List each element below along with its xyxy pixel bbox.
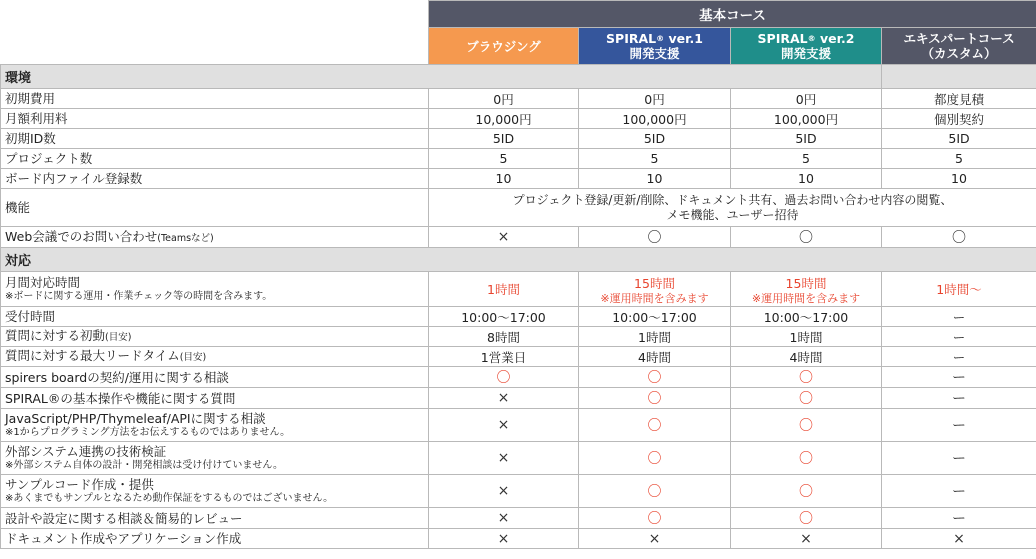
cell-mark: 〇	[647, 484, 662, 500]
table-row	[1, 109, 1036, 129]
cell-mark: ×	[648, 530, 661, 547]
section-env	[1, 65, 1036, 89]
cell-mark: ー	[952, 370, 966, 386]
row-label	[1, 227, 429, 248]
table-cell	[731, 307, 882, 327]
cell-value: 10:00～17:00	[612, 309, 697, 325]
table-cell	[429, 89, 579, 109]
table-cell	[579, 347, 731, 367]
cell-mark: 〇	[799, 451, 813, 467]
table-cell	[882, 388, 1036, 409]
section-title-env	[1, 65, 882, 89]
row-label-text: サンプルコード作成・提供	[5, 477, 154, 492]
plan-header-line2	[886, 46, 1032, 61]
table-cell	[882, 129, 1036, 149]
cell-value: 1営業日	[480, 349, 527, 365]
cell-subnote: ※運用時間を含みます	[751, 291, 861, 305]
cell-value: 15時間	[785, 275, 827, 291]
table-cell	[882, 227, 1036, 248]
cell-mark: ×	[800, 530, 812, 547]
cell-value: 1時間	[638, 329, 671, 345]
cell-value: 1時間〜	[936, 282, 982, 297]
cell-value: 1時間	[789, 329, 823, 345]
plan-version: ver.2	[815, 31, 855, 46]
table-cell	[579, 327, 731, 347]
row-label-text: 機能	[5, 200, 31, 215]
cell-value: ー	[952, 329, 966, 345]
row-label	[1, 307, 429, 327]
table-row	[1, 327, 1036, 347]
table-cell	[882, 327, 1036, 347]
table-cell	[429, 367, 579, 388]
table-cell	[731, 227, 882, 248]
row-label-text: spirers boardの契約/運用に関する相談	[5, 369, 229, 385]
row-label	[1, 327, 429, 347]
table-cell	[731, 169, 882, 189]
table-cell	[882, 347, 1036, 367]
table-row	[1, 367, 1036, 388]
row-label-text: ボード内ファイル登録数	[5, 171, 143, 186]
table-cell	[429, 508, 579, 529]
plan-subtitle: （カスタム）	[921, 46, 997, 61]
table-cell	[429, 347, 579, 367]
plan-subtitle: 開発支援	[780, 46, 831, 61]
cell-mark: ×	[497, 450, 510, 466]
features-description	[429, 189, 1036, 227]
table-cell	[429, 529, 579, 549]
table-cell	[579, 475, 731, 508]
row-label	[1, 272, 429, 307]
cell-value: 5	[499, 151, 508, 166]
table-cell	[731, 529, 882, 549]
row-label-text: 受付時間	[5, 309, 56, 324]
row-label-text: プロジェクト数	[5, 151, 93, 166]
plan-header-line2	[583, 46, 726, 61]
cell-mark: 〇	[799, 511, 813, 527]
table-row-features	[1, 189, 1036, 227]
table-cell	[882, 307, 1036, 327]
row-label	[1, 475, 429, 508]
plan-name: SPIRAL	[757, 31, 808, 46]
row-label	[1, 189, 429, 227]
table-cell	[429, 227, 579, 248]
row-label	[1, 347, 429, 367]
cell-mark: ×	[497, 229, 510, 245]
row-label	[1, 388, 429, 409]
cell-mark: ×	[497, 417, 510, 433]
table-row	[1, 475, 1036, 508]
table-cell	[882, 442, 1036, 475]
table-cell	[429, 149, 579, 169]
cell-mark: ー	[952, 484, 966, 500]
plan-header-2	[731, 28, 882, 65]
table-cell	[579, 227, 731, 248]
cell-value: 個別契約	[934, 111, 985, 127]
row-label-small: (目安)	[179, 352, 207, 363]
section-blank	[882, 65, 1036, 89]
table-cell	[429, 327, 579, 347]
table-cell	[882, 169, 1036, 189]
row-label-text: 質問に対する初動	[5, 328, 106, 343]
table-cell	[429, 272, 579, 307]
cell-value: 4時間	[789, 349, 823, 365]
cell-mark: ×	[497, 530, 510, 547]
cell-value: 0円	[644, 91, 665, 107]
table-cell	[731, 508, 882, 529]
plan-name: SPIRAL	[606, 31, 657, 46]
row-label	[1, 129, 429, 149]
row-label	[1, 169, 429, 189]
table-cell	[579, 272, 731, 307]
table-cell	[882, 409, 1036, 442]
cell-subnote: ※運用時間を含みます	[600, 291, 709, 305]
cell-value: 10	[951, 171, 967, 186]
plan-header-line1	[735, 31, 877, 46]
plan-header-1	[579, 28, 731, 65]
table-cell	[429, 475, 579, 508]
row-note: ※あくまでもサンプルとなるため動作保証をするものではございません。	[5, 493, 334, 504]
cell-mark: 〇	[647, 451, 662, 467]
row-label-text: 初期ID数	[5, 131, 56, 146]
row-label	[1, 109, 429, 129]
table-row	[1, 442, 1036, 475]
table-row	[1, 409, 1036, 442]
table-cell	[882, 367, 1036, 388]
section-support	[1, 248, 1036, 272]
cell-value: 都度見積	[934, 91, 985, 107]
cell-mark: 〇	[647, 418, 662, 434]
table-cell	[731, 89, 882, 109]
cell-value: 10	[495, 171, 512, 186]
table-cell	[731, 149, 882, 169]
plan-header-3	[882, 28, 1036, 65]
cell-mark: ー	[952, 451, 966, 467]
section-title-support	[1, 248, 1036, 272]
cell-mark: 〇	[799, 418, 813, 434]
header-blank	[1, 1, 429, 65]
section-label: 環境	[5, 71, 32, 86]
features-line1	[433, 193, 1032, 208]
cell-value: ー	[952, 349, 966, 365]
cell-value: 10:00～17:00	[461, 309, 546, 325]
table-cell	[579, 388, 731, 409]
cell-mark: ×	[953, 530, 965, 547]
plan-subtitle: 開発支援	[629, 46, 680, 61]
cell-mark: 〇	[799, 370, 813, 386]
header-group-row	[1, 1, 1036, 28]
table-cell	[882, 109, 1036, 129]
plan-name: エキスパートコース	[903, 31, 1015, 46]
table-cell	[731, 367, 882, 388]
row-label-text: 外部システム連携の技術検証	[5, 444, 167, 459]
table-row	[1, 388, 1036, 409]
table-cell	[579, 109, 731, 129]
row-label-text: 設計や設定に関する相談＆簡易的レビュー	[5, 510, 243, 526]
cell-mark: 〇	[647, 511, 662, 527]
cell-mark: ー	[952, 418, 966, 434]
table-row	[1, 529, 1036, 549]
table-cell	[731, 327, 882, 347]
header-group-label: 基本コース	[699, 8, 766, 24]
table-cell	[579, 508, 731, 529]
cell-value: 10,000円	[475, 111, 532, 127]
row-label	[1, 409, 429, 442]
row-label-text: JavaScript/PHP/Thymeleaf/APIに関する相談	[5, 411, 266, 426]
cell-value: 100,000円	[773, 111, 839, 127]
row-label-text: 初期費用	[5, 91, 56, 106]
registered-mark: ®	[656, 34, 665, 43]
plan-version: ver.1	[664, 31, 703, 46]
cell-value: 0円	[795, 91, 817, 107]
table-cell	[731, 475, 882, 508]
cell-value: 5ID	[643, 131, 666, 146]
table-cell	[429, 409, 579, 442]
row-label	[1, 529, 429, 549]
table-cell	[882, 475, 1036, 508]
row-label-text: Web会議でのお問い合わせ	[5, 228, 158, 244]
table-cell	[579, 307, 731, 327]
table-cell	[731, 272, 882, 307]
cell-value: 10:00～17:00	[763, 309, 849, 325]
row-label-text: 月間対応時間	[5, 275, 81, 290]
row-label	[1, 442, 429, 475]
table-cell	[731, 109, 882, 129]
table-cell	[429, 169, 579, 189]
table-cell	[429, 307, 579, 327]
row-note: ※外部システム自体の設計・開発相談は受け付けていません。	[5, 460, 283, 471]
registered-mark: ®	[807, 34, 816, 43]
table-cell	[579, 367, 731, 388]
table-cell	[579, 529, 731, 549]
row-label-text: ドキュメント作成やアプリケーション作成	[5, 531, 242, 546]
cell-value: 15時間	[634, 275, 675, 291]
table-cell	[429, 388, 579, 409]
cell-mark: ー	[952, 391, 966, 407]
cell-mark: 〇	[799, 391, 813, 407]
row-label-text: 質問に対する最大リードタイム	[5, 348, 180, 363]
table-row-web	[1, 227, 1036, 248]
cell-value: 5	[955, 151, 963, 166]
row-label	[1, 149, 429, 169]
table-cell	[579, 149, 731, 169]
table-cell	[882, 508, 1036, 529]
table-cell	[429, 442, 579, 475]
table-row	[1, 169, 1036, 189]
table-cell	[882, 89, 1036, 109]
table-cell	[579, 89, 731, 109]
plan-name: ブラウジング	[466, 38, 541, 54]
plan-header-0	[429, 28, 579, 65]
header-group	[429, 1, 1036, 28]
cell-value: 5	[650, 151, 659, 166]
cell-value: 5	[802, 151, 810, 166]
cell-mark: 〇	[647, 230, 662, 246]
cell-mark: 〇	[647, 391, 662, 407]
row-label-small: (目安)	[105, 332, 132, 343]
cell-mark: 〇	[496, 370, 511, 386]
features-text: プロジェクト登録/更新/削除、ドキュメント共有、過去お問い合わせ内容の閲覧、	[512, 192, 953, 207]
table-row	[1, 307, 1036, 327]
cell-mark: 〇	[799, 484, 813, 500]
plan-header-line2	[735, 46, 877, 61]
cell-value: 5ID	[795, 131, 817, 146]
table-cell	[429, 109, 579, 129]
table-row	[1, 508, 1036, 529]
table-cell	[579, 409, 731, 442]
table-row	[1, 129, 1036, 149]
cell-value: 0円	[493, 91, 514, 107]
table-cell	[731, 442, 882, 475]
table-cell	[579, 129, 731, 149]
cell-value: 8時間	[487, 329, 520, 345]
table-row-hours	[1, 272, 1036, 307]
cell-value: 5ID	[492, 131, 515, 146]
cell-mark: ー	[952, 511, 966, 527]
section-label: 対応	[5, 254, 32, 269]
cell-value: 5ID	[948, 131, 970, 146]
features-text: メモ機能、ユーザー招待	[666, 207, 799, 222]
row-label	[1, 89, 429, 109]
cell-value: 4時間	[638, 349, 671, 365]
table-row	[1, 347, 1036, 367]
row-note: ※1からプログラミング方法をお伝えするものではありません。	[5, 427, 291, 438]
cell-value: 100,000円	[622, 111, 687, 127]
cell-mark: ×	[497, 510, 510, 526]
cell-mark: 〇	[647, 370, 662, 386]
cell-value: ー	[952, 309, 966, 325]
cell-value: 10	[646, 171, 663, 186]
row-label-small: (Teamsなど)	[157, 232, 214, 244]
cell-value: 1時間	[487, 282, 520, 297]
table-cell	[731, 388, 882, 409]
table-cell	[429, 129, 579, 149]
plan-header-line1	[886, 31, 1032, 46]
table-cell	[579, 442, 731, 475]
row-note: ※ボードに関する運用・作業チェック等の時間を含みます。	[5, 291, 273, 302]
table-cell	[882, 529, 1036, 549]
cell-mark: 〇	[952, 230, 966, 246]
cell-mark: ×	[497, 390, 510, 406]
table-cell	[731, 347, 882, 367]
table-cell	[731, 409, 882, 442]
row-label-text: 月額利用料	[5, 111, 68, 126]
row-label	[1, 367, 429, 388]
features-line2	[433, 208, 1032, 223]
row-label	[1, 508, 429, 529]
cell-mark: ×	[497, 483, 510, 499]
table-row	[1, 89, 1036, 109]
table-row	[1, 149, 1036, 169]
table-cell	[882, 272, 1036, 307]
plan-header-line1	[583, 31, 726, 46]
plan-header-line1	[433, 39, 574, 54]
table-cell	[579, 169, 731, 189]
table-cell	[731, 129, 882, 149]
row-label-text: SPIRAL®の基本操作や機能に関する質問	[5, 390, 236, 406]
cell-value: 10	[798, 171, 814, 186]
table-cell	[882, 149, 1036, 169]
cell-mark: 〇	[799, 230, 813, 246]
